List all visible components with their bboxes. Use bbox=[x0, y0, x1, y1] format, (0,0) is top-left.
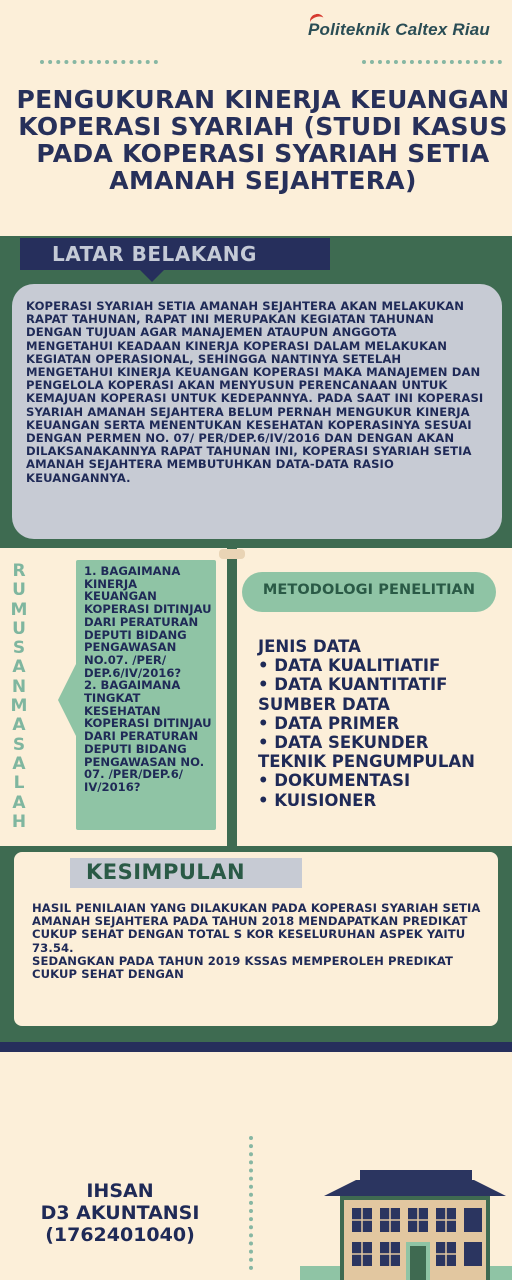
author-name: IHSAN bbox=[86, 1180, 154, 1202]
metodologi-line: • DATA PRIMER bbox=[258, 713, 400, 733]
rumusan-vertical-letter: U bbox=[12, 580, 26, 601]
building-icon bbox=[300, 1166, 512, 1280]
latar-heading: LATAR BELAKANG bbox=[52, 242, 257, 266]
metodologi-line: TEKNIK PENGUMPULAN bbox=[258, 752, 475, 772]
rumusan-vertical-label bbox=[8, 562, 30, 832]
rumusan-vertical-letter: S bbox=[12, 734, 26, 755]
metodologi-line: • DATA SEKUNDER bbox=[258, 733, 429, 753]
rumusan-vertical-letter: A bbox=[12, 657, 26, 678]
rumusan-vertical-letter: A bbox=[12, 792, 26, 813]
rumusan-vertical-letter: S bbox=[12, 638, 26, 659]
latar-pointer-icon bbox=[140, 270, 164, 282]
rumusan-item-1: 1. BAGAIMANA KINERJA KEUANGAN KOPERASI DITINJAU DARI PERATURAN DEPUTI BIDANG PENGAWASAN NO.07. /PER/ DEP.6/IV/2016? bbox=[84, 564, 212, 680]
rumusan-vertical-letter: A bbox=[12, 753, 26, 774]
latar-body: KOPERASI SYARIAH SETIA AMANAH SEJAHTERA AKAN MELAKUKAN RAPAT TAHUNAN, RAPAT INI MERUPAKAN KEGIATAN TAHUNAN DENGAN TUJUAN AGAR MANAJEMEN ATAUPUN ANGGOTA MENGETAHUI KEADAAN KINERJA KOPERASI DALAM MELAKUKAN KEGIATAN OPERASIONAL, SEHINGGA NANTINYA SETELAH MENGETAHUI KINERJA KEUANGAN KOPERASI MAKA MANAJEMEN DAN PENGELOLA KOPERASI AKAN MENYUSUN PERENCANAAN UNTUK KEMAJUAN KOPERASI UNTUK KEDEPANNYA. PADA SAAT INI KOPERASI SYARIAH AMANAH SEJAHTERA BELUM PERNAH MENGUKUR KINERJA KEUANGAN SERTA MENENTUKAN KESEHATAN KOPERASINYA SESUAI DENGAN PERMEN NO. 07/ PER/DEP.6/IV/2016 DAN DENGAN AKAN DILAKSANAKANNYA RAPAT TAHUNAN INI, KOPERASI SYARIAH SETIA AMANAH SEJAHTERA MEMBUTUHKAN DATA-DATA RASIO KEUANGANNYA. bbox=[26, 299, 484, 485]
institution-logo bbox=[308, 20, 490, 40]
metodologi-line: • DATA KUANTITATIF bbox=[258, 675, 448, 695]
kesimpulan-body bbox=[32, 902, 482, 981]
rumusan-vertical-letter: H bbox=[11, 811, 27, 832]
kesimpulan-line-1: HASIL PENILAIAN YANG DILAKUKAN PADA KOPERASI SYARIAH SETIA AMANAH SEJAHTERA PADA TAHUN 2018 MENDAPATKAN PREDIKAT CUKUP SEHAT DENGAN TOTAL S KOR KESELURUHAN ASPEK YAITU 73.54. bbox=[32, 901, 481, 955]
metodologi-line: • DOKUMENTASI bbox=[258, 771, 411, 791]
rumusan-vertical-letter: M bbox=[10, 599, 28, 620]
metodologi-heading: METODOLOGI PENELITIAN bbox=[262, 582, 476, 598]
rumusan-vertical-letter: A bbox=[12, 715, 26, 736]
rumusan-vertical-letter: N bbox=[11, 676, 27, 697]
metodologi-line: JENIS DATA bbox=[258, 637, 361, 656]
author-block bbox=[14, 1180, 226, 1246]
metodologi-line: • DATA KUALITIATIF bbox=[258, 656, 441, 676]
kesimpulan-line-2: SEDANGKAN PADA TAHUN 2019 KSSAS MEMPEROLEH PREDIKAT CUKUP SEHAT DENGAN bbox=[32, 953, 454, 982]
rumusan-vertical-letter: L bbox=[13, 773, 25, 794]
rumusan-vertical-letter: M bbox=[10, 696, 28, 717]
page-title: PENGUKURAN KINERJA KEUANGAN KOPERASI SYARIAH (STUDI KASUS PADA KOPERASI SYARIAH SETIA AMANAH SEJAHTERA) bbox=[16, 85, 510, 195]
bottom-band bbox=[0, 1042, 512, 1052]
author-id: (1762401040) bbox=[45, 1224, 195, 1246]
kesimpulan-heading: KESIMPULAN bbox=[86, 860, 246, 884]
rumusan-item-2: 2. BAGAIMANA TINGKAT KESEHATAN KOPERASI DITINJAU DARI PERATURAN DEPUTI BIDANG PENGAWASAN NO. 07. /PER/DEP.6/ IV/2016? bbox=[84, 678, 212, 794]
logo-text: Politeknik Caltex Riau bbox=[308, 20, 491, 39]
metodologi-line: • KUISIONER bbox=[258, 790, 377, 810]
metodologi-line: SUMBER DATA bbox=[258, 694, 390, 714]
center-divider-line bbox=[227, 548, 237, 846]
rumusan-pointer-icon bbox=[58, 660, 78, 740]
footer-dotted-divider bbox=[249, 1136, 253, 1270]
rumusan-vertical-letter: R bbox=[12, 561, 26, 581]
divider-dots-right bbox=[362, 60, 502, 64]
divider-dots-left bbox=[40, 60, 158, 64]
rumusan-vertical-letter: U bbox=[12, 618, 26, 639]
divider-cap bbox=[219, 549, 245, 559]
metodologi-list bbox=[258, 637, 508, 810]
rumusan-list bbox=[84, 565, 212, 794]
author-program: D3 AKUNTANSI bbox=[40, 1202, 200, 1224]
